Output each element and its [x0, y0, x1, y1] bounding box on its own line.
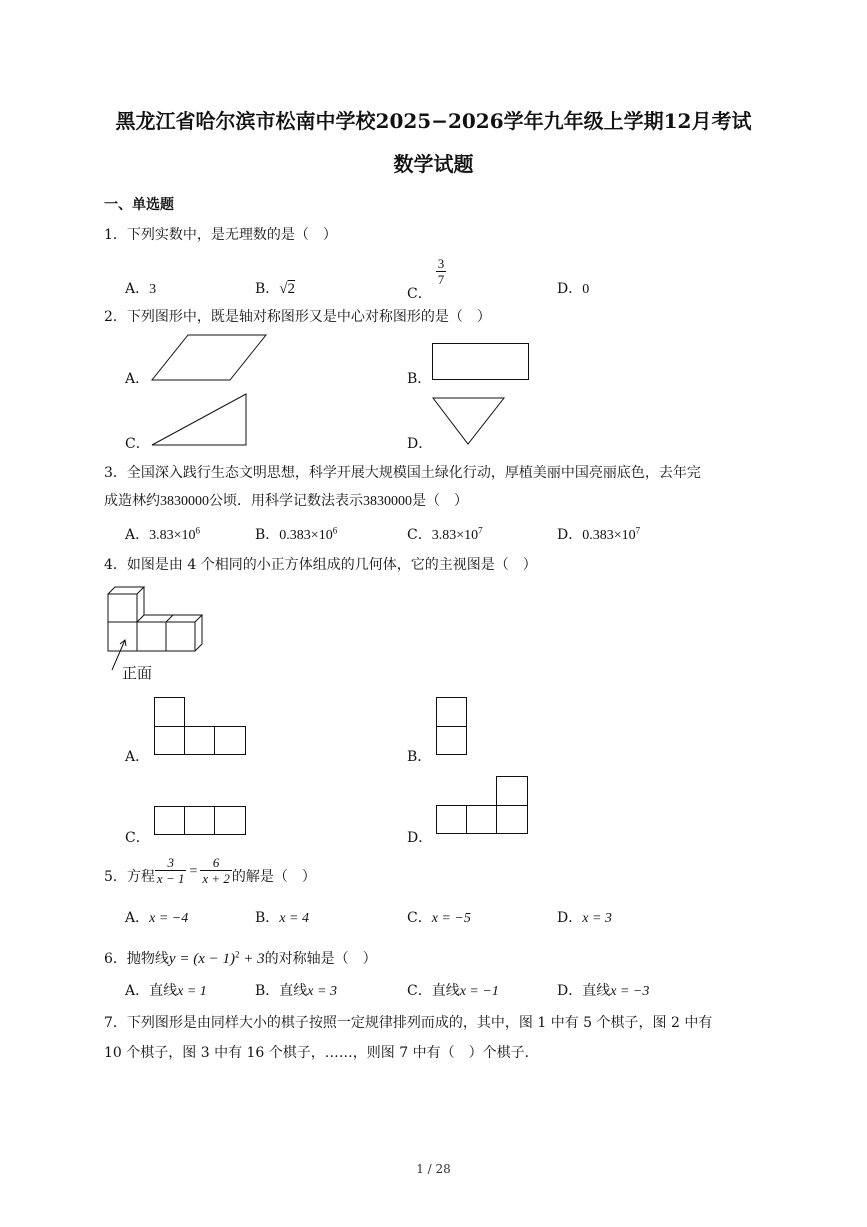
document-title-line2: 数学试题: [393, 152, 474, 176]
question-2-option-d-label: D．: [407, 436, 433, 452]
right-triangle-icon: [150, 393, 248, 447]
question-2-option-b-label: B．: [407, 371, 432, 387]
question-6-option-c: C．直线x = −1: [407, 983, 499, 999]
parallelogram-icon: [150, 334, 268, 382]
question-4-option-b-label: B．: [407, 749, 432, 765]
front-view-option-d: [436, 776, 530, 836]
front-view-option-b: [436, 697, 470, 757]
question-1-option-d: D．0: [557, 281, 590, 297]
question-3-option-d: D．$0.383\times 10^7$: [557, 525, 641, 543]
question-1-stem: 1．下列实数中，是无理数的是（ ）: [104, 227, 337, 243]
question-6-option-d: D．直线x = −3: [557, 983, 650, 999]
question-2-option-c-label: C．: [125, 436, 150, 452]
front-view-option-a: [154, 697, 248, 757]
question-3-option-b: B．$0.383\times 10^6$: [255, 525, 338, 543]
cube-stack-figure: [105, 582, 209, 682]
question-7-line2: 10 个棋子，图 3 中有 16 个棋子，……，则图 7 中有（ ）个棋子．: [104, 1045, 539, 1061]
front-view-option-c: [154, 806, 248, 838]
question-7-line1: 7．下列图形是由同样大小的棋子按照一定规律排列而成的，其中，图 1 中有 5 个棋子，图 2 中有: [104, 1015, 713, 1031]
inverted-triangle-icon: [432, 397, 506, 446]
question-1-option-b: B．√2: [255, 281, 296, 297]
question-3-line1: 3．全国深入践行生态文明思想，科学开展大规模国土绿化行动，厚植美丽中国亮丽底色，去年完: [104, 465, 701, 481]
question-2-stem: 2．下列图形中，既是轴对称图形又是中心对称图形的是（ ）: [104, 309, 491, 325]
front-view-label: 正面: [122, 664, 153, 682]
section-heading: 一、单选题: [104, 197, 174, 213]
question-1-option-a: A．3: [125, 281, 157, 297]
question-4-option-c-label: C．: [125, 830, 150, 846]
question-1-option-c: C． $\frac{3}{7}$: [407, 256, 445, 302]
question-5-option-c: C．x = −5: [407, 910, 471, 926]
page-number: 1 / 28: [416, 1162, 451, 1176]
question-3-option-c: C．$3.83\times 10^7$: [407, 525, 483, 543]
question-4-option-a-label: A．: [125, 749, 150, 765]
question-3-line2: 成造林约3830000公顷．用科学记数法表示3830000是（ ）: [104, 493, 468, 509]
question-6-option-a: A．直线x = 1: [125, 983, 207, 999]
question-6-stem: 6．抛物线$y = (x - 1)^2 + 3$的对称轴是（ ）: [104, 949, 377, 967]
question-4-stem: 4．如图是由 4 个相同的小正方体组成的几何体，它的主视图是（ ）: [104, 557, 537, 573]
document-title-line1: 黑龙江省哈尔滨市松南中学校2025−2026学年九年级上学期12月考试: [115, 109, 752, 133]
question-5-option-b: B．x = 4: [255, 910, 309, 926]
question-5-option-d: D．x = 3: [557, 910, 612, 926]
question-3-option-a: A．$3.83\times 10^6$: [125, 525, 201, 543]
question-2-option-a-label: A．: [125, 371, 150, 387]
question-4-option-d-label: D．: [407, 830, 433, 846]
question-5-option-a: A．x = −4: [125, 910, 189, 926]
rectangle-icon: [432, 343, 530, 381]
question-5-stem: 5．方程 $\frac{3}{x - 1}$ = $\frac{6}{x + 2}$ 的解是（ ）: [104, 855, 316, 886]
question-6-option-b: B．直线x = 3: [255, 983, 337, 999]
